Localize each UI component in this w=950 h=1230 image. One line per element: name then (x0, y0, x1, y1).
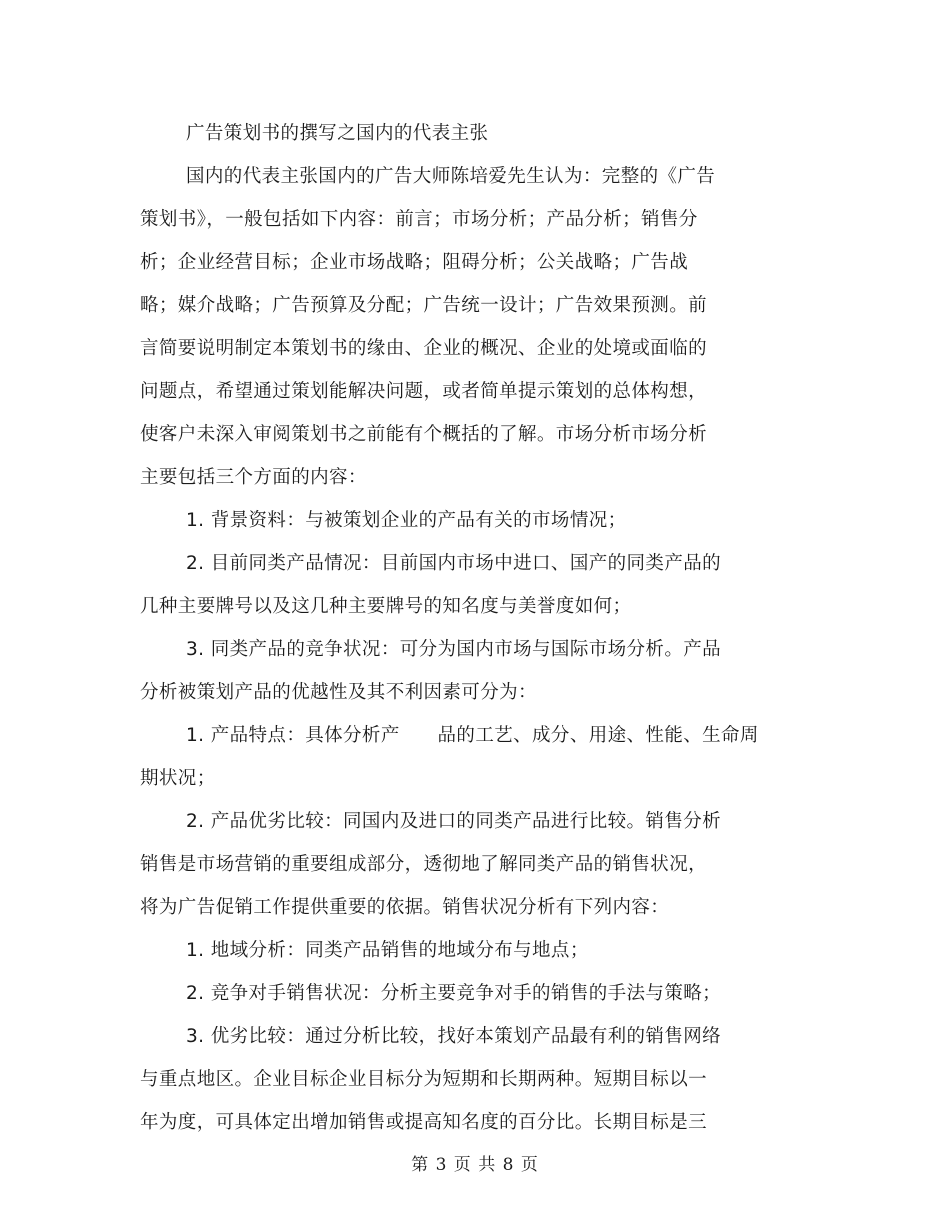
text-line: 析；企业经营目标；企业市场战略；阻碍分析；公关战略；广告战 (140, 252, 689, 273)
text-line: 主要包括三个方面的内容： (140, 467, 367, 488)
text-line: 分析被策划产品的优越性及其不利因素可分为： (140, 682, 537, 703)
text-line: 期状况； (140, 768, 216, 789)
list-item: 2. 产品优劣比较：同国内及进口的同类产品进行比较。销售分析 (186, 811, 722, 832)
text-line: 问题点，希望通过策划能解决问题，或者简单提示策划的总体构想， (140, 381, 708, 402)
text-line: 与重点地区。企业目标企业目标分为短期和长期两种。短期目标以一 (140, 1069, 708, 1090)
text-line: 销售是市场营销的重要组成部分，透彻地了解同类产品的销售状况， (140, 854, 708, 875)
text-line: 将为广告促销工作提供重要的依据。销售状况分析有下列内容： (140, 897, 670, 918)
heading-line: 广告策划书的撰写之国内的代表主张 (186, 123, 489, 144)
page-number-footer: 第 3 页 共 8 页 (411, 1155, 539, 1175)
list-item: 1. 地域分析：同类产品销售的地域分布与地点； (186, 940, 589, 961)
list-item: 3. 同类产品的竞争状况：可分为国内市场与国际市场分析。产品 (186, 639, 722, 660)
text-line: 策划书》，一般包括如下内容：前言；市场分析；产品分析；销售分 (140, 209, 698, 230)
list-item: 2. 目前同类产品情况：目前国内市场中进口、国产的同类产品的 (186, 553, 722, 574)
list-item: 3. 优劣比较：通过分析比较，找好本策划产品最有利的销售网络 (186, 1026, 722, 1047)
body-text (140, 112, 780, 1144)
text-line: 言简要说明制定本策划书的缘由、企业的概况、企业的处境或面临的 (140, 338, 708, 359)
list-item: 1. 产品特点：具体分析产 品的工艺、成分、用途、性能、生命周 (186, 725, 759, 746)
text-line: 年为度，可具体定出增加销售或提高知名度的百分比。长期目标是三 (140, 1112, 708, 1133)
text-line: 国内的代表主张国内的广告大师陈培爱先生认为：完整的《广告 (186, 166, 716, 187)
list-item: 2. 竞争对手销售状况：分析主要竞争对手的销售的手法与策略； (186, 983, 722, 1004)
list-item: 1. 背景资料：与被策划企业的产品有关的市场情况； (186, 510, 627, 531)
text-line: 使客户未深入审阅策划书之前能有个概括的了解。市场分析市场分析 (140, 424, 708, 445)
text-line: 略；媒介战略；广告预算及分配；广告统一设计；广告效果预测。前 (140, 295, 708, 316)
text-line: 几种主要牌号以及这几种主要牌号的知名度与美誉度如何； (140, 596, 632, 617)
